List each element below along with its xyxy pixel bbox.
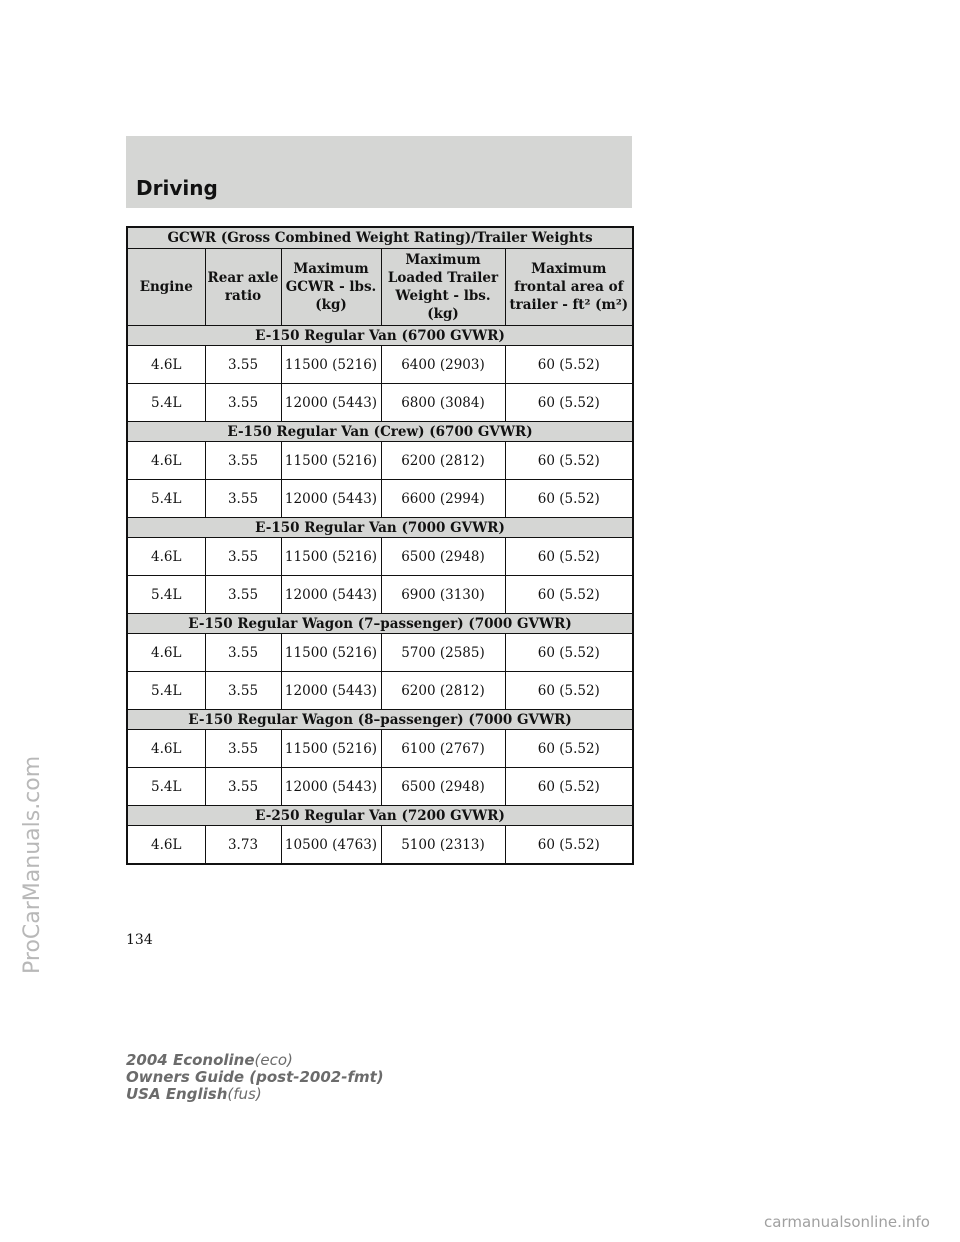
cell-trailer-weight: 6500 (2948) — [381, 768, 505, 806]
table-row — [127, 730, 633, 768]
cell-max-gcwr: 12000 (5443) — [281, 672, 381, 710]
cell-trailer-weight: 5100 (2313) — [381, 826, 505, 865]
cell-axle-ratio: 3.55 — [205, 538, 281, 576]
section-header-band — [126, 136, 632, 208]
cell-frontal-area: 60 (5.52) — [505, 384, 633, 422]
cell-engine: 4.6L — [127, 634, 205, 672]
cell-axle-ratio: 3.55 — [205, 768, 281, 806]
cell-axle-ratio: 3.55 — [205, 384, 281, 422]
cell-max-gcwr: 12000 (5443) — [281, 768, 381, 806]
table-row — [127, 768, 633, 806]
cell-max-gcwr: 12000 (5443) — [281, 480, 381, 518]
cell-axle-ratio: 3.55 — [205, 634, 281, 672]
page-number: 134 — [126, 932, 153, 948]
cell-max-gcwr: 12000 (5443) — [281, 576, 381, 614]
cell-trailer-weight: 6600 (2994) — [381, 480, 505, 518]
table-row — [127, 672, 633, 710]
footer-model-code: (eco) — [254, 1051, 293, 1069]
cell-frontal-area: 60 (5.52) — [505, 576, 633, 614]
col-header-max-gcwr: Maximum GCWR - lbs. (kg) — [281, 249, 381, 326]
cell-engine: 5.4L — [127, 384, 205, 422]
cell-trailer-weight: 5700 (2585) — [381, 634, 505, 672]
table-row — [127, 634, 633, 672]
group-header: E-150 Regular Van (7000 GVWR) — [127, 518, 633, 538]
cell-frontal-area: 60 (5.52) — [505, 442, 633, 480]
cell-trailer-weight: 6200 (2812) — [381, 672, 505, 710]
cell-frontal-area: 60 (5.52) — [505, 730, 633, 768]
cell-max-gcwr: 12000 (5443) — [281, 384, 381, 422]
cell-frontal-area: 60 (5.52) — [505, 672, 633, 710]
col-header-max-trailer-weight: Maximum Loaded Trailer Weight - lbs. (kg) — [381, 249, 505, 326]
group-header: E-250 Regular Van (7200 GVWR) — [127, 806, 633, 826]
cell-max-gcwr: 10500 (4763) — [281, 826, 381, 865]
document-footer — [126, 1052, 384, 1103]
footer-guide: Owners Guide (post-2002-fmt) — [126, 1068, 384, 1086]
cell-engine: 4.6L — [127, 538, 205, 576]
cell-frontal-area: 60 (5.52) — [505, 480, 633, 518]
table-row — [127, 576, 633, 614]
group-header: E-150 Regular Wagon (7–passenger) (7000 GVWR) — [127, 614, 633, 634]
cell-frontal-area: 60 (5.52) — [505, 346, 633, 384]
section-title: Driving — [136, 176, 218, 200]
col-header-axle-ratio: Rear axle ratio — [205, 249, 281, 326]
cell-engine: 5.4L — [127, 480, 205, 518]
cell-axle-ratio: 3.55 — [205, 442, 281, 480]
table-row — [127, 826, 633, 865]
cell-axle-ratio: 3.55 — [205, 480, 281, 518]
bottom-watermark: carmanualsonline.info — [764, 1213, 930, 1231]
footer-model: 2004 Econoline — [126, 1051, 255, 1069]
table-row — [127, 346, 633, 384]
cell-trailer-weight: 6400 (2903) — [381, 346, 505, 384]
cell-frontal-area: 60 (5.52) — [505, 634, 633, 672]
cell-trailer-weight: 6100 (2767) — [381, 730, 505, 768]
cell-trailer-weight: 6500 (2948) — [381, 538, 505, 576]
cell-frontal-area: 60 (5.52) — [505, 826, 633, 865]
cell-max-gcwr: 11500 (5216) — [281, 538, 381, 576]
cell-engine: 5.4L — [127, 576, 205, 614]
cell-trailer-weight: 6800 (3084) — [381, 384, 505, 422]
cell-engine: 4.6L — [127, 730, 205, 768]
cell-axle-ratio: 3.55 — [205, 672, 281, 710]
cell-max-gcwr: 11500 (5216) — [281, 634, 381, 672]
cell-max-gcwr: 11500 (5216) — [281, 346, 381, 384]
gcwr-table — [126, 226, 634, 865]
table-row — [127, 480, 633, 518]
footer-language-code: (fus) — [227, 1085, 262, 1103]
cell-axle-ratio: 3.55 — [205, 346, 281, 384]
group-header: E-150 Regular Wagon (8–passenger) (7000 GVWR) — [127, 710, 633, 730]
cell-axle-ratio: 3.55 — [205, 576, 281, 614]
table-row — [127, 384, 633, 422]
footer-language: USA English — [126, 1085, 228, 1103]
cell-axle-ratio: 3.55 — [205, 730, 281, 768]
cell-engine: 5.4L — [127, 768, 205, 806]
cell-frontal-area: 60 (5.52) — [505, 768, 633, 806]
table-title: GCWR (Gross Combined Weight Rating)/Trailer Weights — [127, 227, 633, 249]
cell-trailer-weight: 6900 (3130) — [381, 576, 505, 614]
cell-max-gcwr: 11500 (5216) — [281, 730, 381, 768]
col-header-frontal-area: Maximum frontal area of trailer - ft² (m²) — [505, 249, 633, 326]
cell-trailer-weight: 6200 (2812) — [381, 442, 505, 480]
group-header: E-150 Regular Van (Crew) (6700 GVWR) — [127, 422, 633, 442]
cell-engine: 5.4L — [127, 672, 205, 710]
cell-engine: 4.6L — [127, 826, 205, 865]
cell-engine: 4.6L — [127, 346, 205, 384]
cell-engine: 4.6L — [127, 442, 205, 480]
group-header: E-150 Regular Van (6700 GVWR) — [127, 326, 633, 346]
table-row — [127, 442, 633, 480]
cell-axle-ratio: 3.73 — [205, 826, 281, 865]
col-header-engine: Engine — [127, 249, 205, 326]
cell-max-gcwr: 11500 (5216) — [281, 442, 381, 480]
cell-frontal-area: 60 (5.52) — [505, 538, 633, 576]
side-watermark-text: ProCarManuals.com — [20, 755, 45, 974]
table-row — [127, 538, 633, 576]
